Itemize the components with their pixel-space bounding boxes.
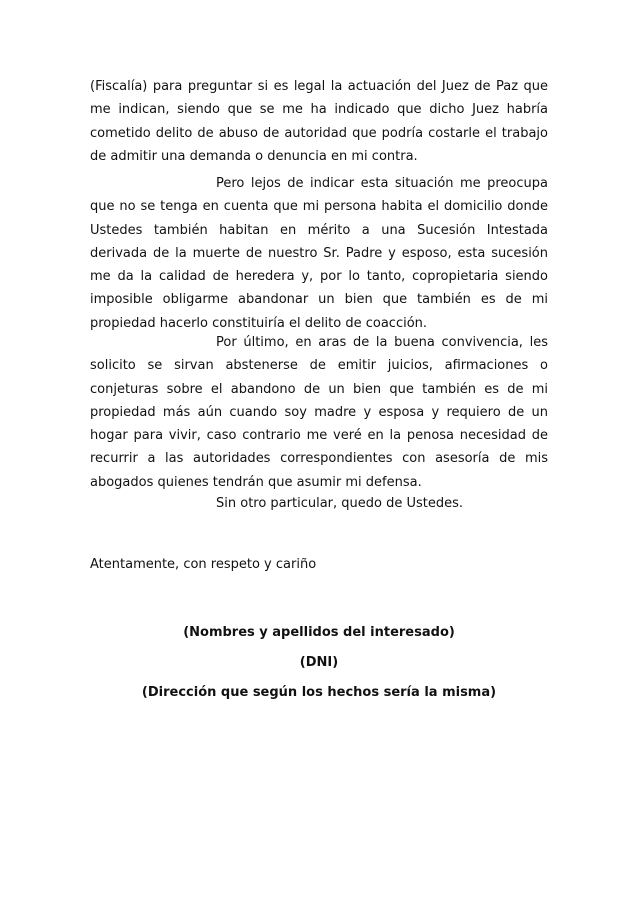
paragraph-fiscalia: (Fiscalía) para preguntar si es legal la actuación del Juez de Paz que me indican, siendo que se me ha indicado que dicho Juez habría cometido delito de abuso de autoridad que podría costarle el trabajo de admitir una demanda o denuncia en mi contra. <box>90 79 548 164</box>
paragraph-despedida: Sin otro particular, quedo de Ustedes. <box>216 496 464 511</box>
paragraph-solicitud: Por último, en aras de la buena convivencia, les solicito se sirvan abstenerse de emitir juicios, afirmaciones o conjeturas sobre el abandono de un bien que también es de mi propiedad más aún cuando soy madre y esposa y requiero de un hogar para vivir, caso contrario me veré en la penosa necesidad de recurrir a las autoridades correspondientes con asesoría de mis abogados quienes tendrán que asumir mi defensa. <box>90 335 548 490</box>
closing-line: Atentamente, con respeto y cariño <box>90 557 317 572</box>
signature-name: (Nombres y apellidos del interesado) <box>183 625 455 640</box>
signature-dni: (DNI) <box>299 655 339 670</box>
paragraph-sucesion: Pero lejos de indicar esta situación me preocupa que no se tenga en cuenta que mi persona habita el domicilio donde Ustedes también habitan en mérito a una Sucesión Intestada derivada de la muerte de nuestro Sr. Padre y esposo, esta sucesión me da la calidad de heredera y, por lo tanto, copropietaria siendo imposible obligarme abandonar un bien que también es de mi propiedad hacerlo constituiría el delito de coacción. <box>90 176 548 331</box>
signature-address: (Dirección que según los hechos sería la misma) <box>141 685 497 700</box>
